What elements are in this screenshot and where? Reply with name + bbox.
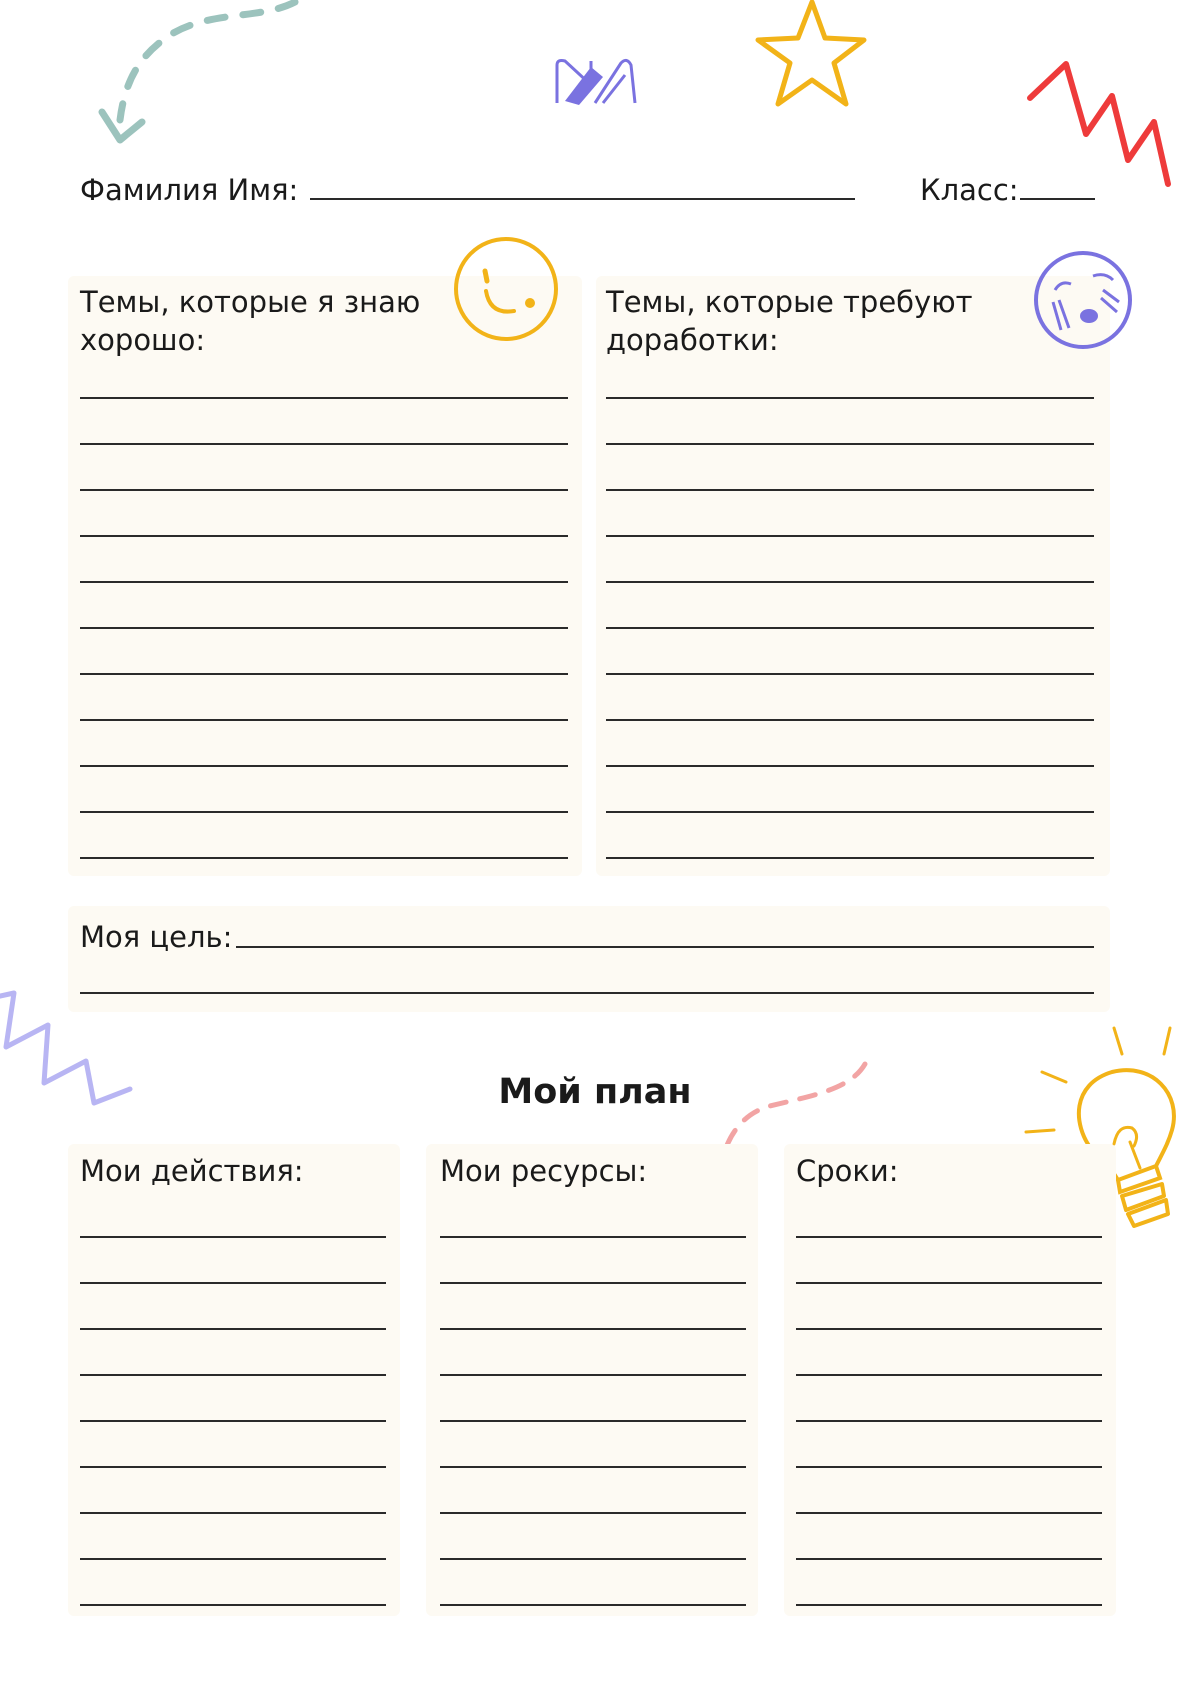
resources-label: Мои ресурсы: xyxy=(440,1154,648,1188)
known-topic-line[interactable] xyxy=(80,581,568,583)
deadline-line[interactable] xyxy=(796,1328,1102,1330)
goal-line[interactable] xyxy=(236,946,1094,948)
resource-line[interactable] xyxy=(440,1512,746,1514)
action-line[interactable] xyxy=(80,1604,386,1606)
known-topic-line[interactable] xyxy=(80,765,568,767)
class-input-line[interactable] xyxy=(1020,198,1095,200)
action-line[interactable] xyxy=(80,1282,386,1284)
known-topic-line[interactable] xyxy=(80,811,568,813)
name-label: Фамилия Имя: xyxy=(80,173,299,207)
weak-topic-line[interactable] xyxy=(606,535,1094,537)
known-topics-panel xyxy=(68,276,582,876)
known-topic-line[interactable] xyxy=(80,535,568,537)
zigzag-icon xyxy=(1028,60,1190,190)
resource-line[interactable] xyxy=(440,1604,746,1606)
goal-line[interactable] xyxy=(80,992,1094,994)
deadline-line[interactable] xyxy=(796,1512,1102,1514)
weak-topic-line[interactable] xyxy=(606,443,1094,445)
brand-logo-icon xyxy=(555,55,637,107)
known-topics-title xyxy=(80,283,420,359)
weak-topic-line[interactable] xyxy=(606,489,1094,491)
resource-line[interactable] xyxy=(440,1420,746,1422)
known-topic-line[interactable] xyxy=(80,627,568,629)
known-topic-line[interactable] xyxy=(80,673,568,675)
resource-line[interactable] xyxy=(440,1328,746,1330)
resource-line[interactable] xyxy=(440,1466,746,1468)
goal-label: Моя цель: xyxy=(80,920,233,954)
actions-panel xyxy=(68,1144,400,1616)
smile-icon xyxy=(452,235,560,343)
weak-topic-line[interactable] xyxy=(606,719,1094,721)
action-line[interactable] xyxy=(80,1236,386,1238)
weak-topic-line[interactable] xyxy=(606,811,1094,813)
deadline-line[interactable] xyxy=(796,1236,1102,1238)
action-line[interactable] xyxy=(80,1558,386,1560)
weak-topic-line[interactable] xyxy=(606,397,1094,399)
deadline-line[interactable] xyxy=(796,1558,1102,1560)
dashed-arrow-icon xyxy=(90,0,310,160)
name-input-line[interactable] xyxy=(310,198,855,200)
deadline-line[interactable] xyxy=(796,1374,1102,1376)
weak-topic-line[interactable] xyxy=(606,765,1094,767)
resource-line[interactable] xyxy=(440,1374,746,1376)
action-line[interactable] xyxy=(80,1420,386,1422)
known-topic-line[interactable] xyxy=(80,857,568,859)
weak-topics-title-line2: доработки: xyxy=(606,323,779,357)
deadlines-panel xyxy=(784,1144,1116,1616)
resource-line[interactable] xyxy=(440,1282,746,1284)
deadline-line[interactable] xyxy=(796,1420,1102,1422)
class-label: Класс: xyxy=(920,173,1019,207)
known-topics-title-line1: Темы, которые я знаю xyxy=(80,285,421,319)
weak-topic-line[interactable] xyxy=(606,627,1094,629)
weak-topic-line[interactable] xyxy=(606,581,1094,583)
crying-face-icon xyxy=(1033,250,1133,350)
known-topic-line[interactable] xyxy=(80,489,568,491)
weak-topic-line[interactable] xyxy=(606,857,1094,859)
known-topics-title-line2: хорошо: xyxy=(80,323,206,357)
star-icon xyxy=(752,0,870,110)
resource-line[interactable] xyxy=(440,1558,746,1560)
known-topic-line[interactable] xyxy=(80,719,568,721)
resource-line[interactable] xyxy=(440,1236,746,1238)
deadlines-label: Сроки: xyxy=(796,1154,899,1188)
deadline-line[interactable] xyxy=(796,1604,1102,1606)
action-line[interactable] xyxy=(80,1374,386,1376)
action-line[interactable] xyxy=(80,1512,386,1514)
weak-topics-title-line1: Темы, которые требуют xyxy=(606,285,973,319)
weak-topic-line[interactable] xyxy=(606,673,1094,675)
weak-topics-title xyxy=(606,283,973,359)
resources-panel xyxy=(426,1144,758,1616)
known-topic-line[interactable] xyxy=(80,397,568,399)
deadline-line[interactable] xyxy=(796,1466,1102,1468)
known-topic-line[interactable] xyxy=(80,443,568,445)
plan-title: Мой план xyxy=(498,1072,692,1112)
actions-label: Мои действия: xyxy=(80,1154,304,1188)
deadline-line[interactable] xyxy=(796,1282,1102,1284)
action-line[interactable] xyxy=(80,1328,386,1330)
action-line[interactable] xyxy=(80,1466,386,1468)
weak-topics-panel xyxy=(596,276,1110,876)
